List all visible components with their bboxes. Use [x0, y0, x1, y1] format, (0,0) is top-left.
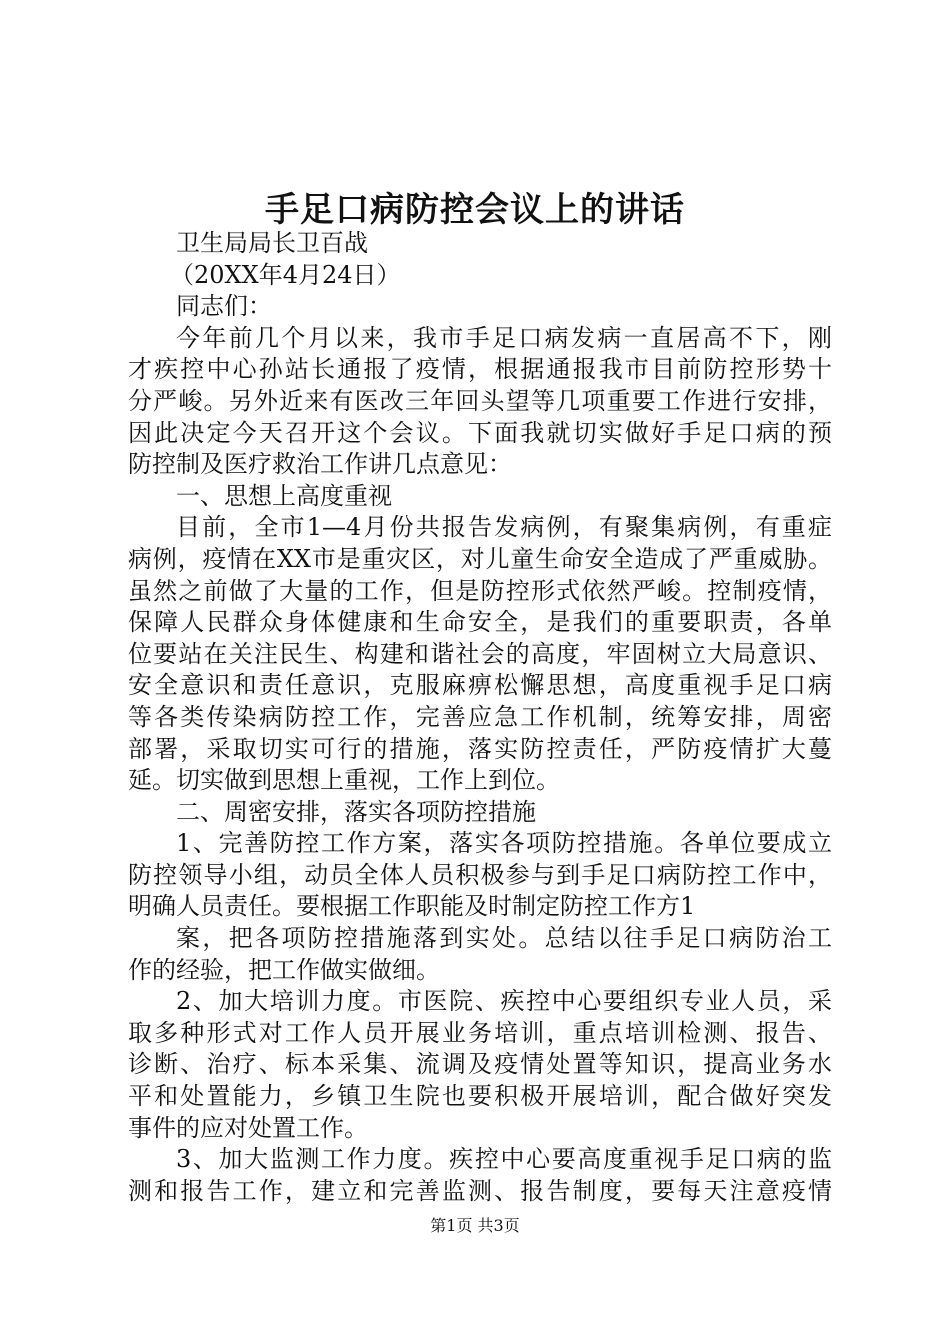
text-line: 取多种形式对工作人员开展业务培训，重点培训检测、报告、 [128, 1018, 832, 1047]
text-line: 部署，采取切实可行的措施，落实防控责任，严防疫情扩大蔓 [128, 734, 832, 763]
text-line: 防控领导小组，动员全体人员积极参与到手足口病防控工作中， [128, 860, 832, 889]
text-line: 作的经验，把工作做实做细。 [128, 955, 440, 984]
text-line: 保障人民群众身体健康和生命安全，是我们的重要职责，各单 [128, 608, 832, 637]
text-line: 等各类传染病防控工作，完善应急工作机制，统筹安排，周密 [128, 702, 832, 731]
text-line: 1、完善防控工作方案，落实各项防控措施。各单位要成立 [176, 829, 832, 858]
text-line: 位要站在关注民生、构建和谐社会的高度，牢固树立大局意识、 [128, 639, 832, 668]
text-line: 延。切实做到思想上重视，工作上到位。 [128, 766, 560, 795]
text-line: 虽然之前做了大量的工作，但是防控形式依然严峻。控制疫情， [128, 576, 832, 605]
text-line: 3、加大监测工作力度。疾控中心要高度重视手足口病的监 [176, 1145, 832, 1174]
text-line: 安全意识和责任意识，克服麻痹松懈思想，高度重视手足口病 [128, 671, 832, 700]
text-line: 分严峻。另外近来有医改三年回头望等几项重要工作进行安排， [128, 386, 832, 415]
text-line: 因此决定今天召开这个会议。下面我就切实做好手足口病的预 [128, 418, 832, 447]
text-line: 卫生局局长卫百战 [176, 229, 368, 257]
page-title: 手足口病防控会议上的讲话 [265, 190, 685, 230]
document-body [128, 228, 832, 1207]
text-line: 才疾控中心孙站长通报了疫情，根据通报我市目前防控形势十 [128, 355, 832, 384]
text-line: 同志们： [176, 292, 272, 321]
text-line: 防控制及医疗救治工作讲几点意见： [128, 450, 512, 479]
text-line: 目前，全市1—4月份共报告发病例，有聚集病例，有重症 [176, 513, 832, 542]
text-line: 今年前几个月以来，我市手足口病发病一直居高不下，刚 [176, 323, 832, 352]
text-line: 二、周密安排，落实各项防控措施 [176, 797, 536, 826]
text-line: 案，把各项防控措施落到实处。总结以往手足口病防治工 [176, 924, 832, 953]
page-footer: 第1页 共3页 [430, 1216, 520, 1235]
text-line: 2、加大培训力度。市医院、疾控中心要组织专业人员，采 [176, 987, 832, 1016]
text-line: 一、思想上高度重视 [176, 481, 392, 510]
text-line: 诊断、治疗、标本采集、流调及疫情处置等知识，提高业务水 [128, 1050, 832, 1079]
text-line: （20XX年4月24日） [170, 260, 401, 289]
text-line: 明确人员责任。要根据工作职能及时制定防控工作方1 [128, 892, 696, 921]
text-line: 事件的应对处置工作。 [128, 1113, 368, 1142]
text-line: 平和处置能力，乡镇卫生院也要积极开展培训，配合做好突发 [128, 1082, 832, 1111]
text-line: 测和报告工作，建立和完善监测、报告制度，要每天注意疫情 [128, 1176, 832, 1205]
text-line: 病例，疫情在XX市是重灾区，对儿童生命安全造成了严重威胁。 [128, 544, 832, 573]
